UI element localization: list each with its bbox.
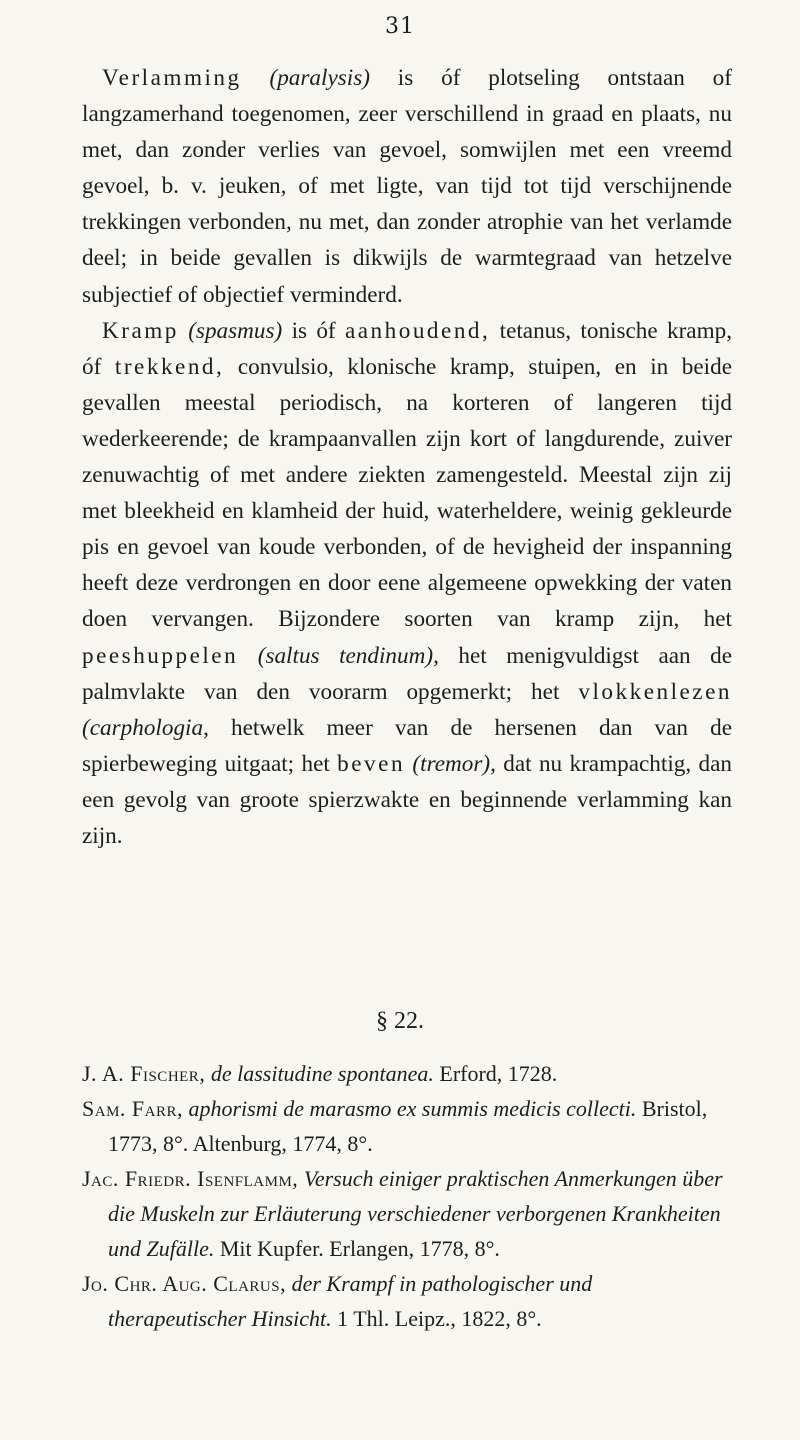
reference-details: 1 Thl. Leipz., 1822, 8°. xyxy=(337,1306,542,1331)
reference-author: Jo. Chr. Aug. Clarus, xyxy=(82,1271,287,1296)
section-heading: § 22. xyxy=(376,1008,424,1034)
term-vlokkenlezen: vlokkenlezen xyxy=(578,678,732,705)
spasmus-text-4: het menigvuldigst aan de palmvlakte van den voorarm opgemerkt; het xyxy=(82,642,733,705)
reference-author: J. A. Fischer, xyxy=(82,1061,206,1086)
term-verlamming: Verlamming xyxy=(102,65,242,91)
reference-item xyxy=(82,1161,732,1266)
spasmus-text-3: convulsio, klonische kramp, stuipen, en in beide gevallen meestal periodisch, na korteren of langeren tijd wederkeerende; de krampaanvallen zijn kort of langdurende, zuiver zenuwachtig of met andere ziekten zamengesteld. Meestal zijn zij met bleekheid en klamheid der huid, waterheldere, weinig gekleurde pis en gevoel van koude verbonden, of de hevigheid der inspanning heeft deze verdrongen en door eene algemeene opwekking der vaten doen vervangen. Bijzondere soorten van kramp zijn, het xyxy=(82,353,733,633)
paragraph-spasmus xyxy=(82,313,732,854)
reference-author: Sam. Farr, xyxy=(82,1096,183,1121)
term-spasmus: (spasmus) xyxy=(188,317,283,344)
reference-list xyxy=(82,1056,732,1336)
term-beven: beven xyxy=(337,750,406,777)
reference-title: der Krampf in pathologischer und therapeutischer Hinsicht. xyxy=(108,1271,593,1331)
reference-title: aphorismi de marasmo ex summis medicis collecti. xyxy=(188,1096,637,1121)
term-aanhoudend: aanhoudend, xyxy=(344,317,491,344)
reference-item xyxy=(82,1091,732,1161)
term-carphologia: (carphologia xyxy=(82,714,204,741)
reference-details: Bristol, 1773, 8°. Altenburg, 1774, 8°. xyxy=(108,1096,708,1156)
term-saltus-tendinum: (saltus tendinum), xyxy=(257,642,439,669)
reference-title: de lassitudine spontanea. xyxy=(210,1061,434,1086)
reference-details: Mit Kupfer. Erlangen, 1778, 8°. xyxy=(219,1236,500,1261)
spasmus-text-2: tetanus, tonische kramp, óf xyxy=(82,317,733,380)
term-trekkend: trekkend, xyxy=(114,353,225,380)
paralysis-text: is óf plotseling ontstaan of langzamerhand toegenomen, zeer verschillend in graad en plaats, nu met, dan zonder verlies van gevoel, somwijlen met een vreemd gevoel, b. v. jeuken, of met ligte, van tijd tot tijd verschijnende trekkingen verbonden, nu met, dan zonder atrophie van het verlamde deel; in beide gevallen is dikwijls de warmtegraad van hetzelve subjectief of objectief verminderd. xyxy=(82,65,732,308)
spasmus-text-1: is óf xyxy=(291,317,336,344)
reference-author: Jac. Friedr. Isenflamm, xyxy=(82,1166,299,1191)
term-tremor: (tremor), xyxy=(412,750,496,777)
main-text xyxy=(82,60,732,854)
term-paralysis: (paralysis) xyxy=(269,65,370,91)
spasmus-text-6: dat nu krampachtig, dan een gevolg van groote spierzwakte en beginnende verlamming kan zijn. xyxy=(82,750,733,849)
term-kramp: Kramp xyxy=(102,317,179,344)
spasmus-text-5: , hetwelk meer van de hersenen dan van de spierbeweging uitgaat; het xyxy=(82,714,732,777)
reference-item xyxy=(82,1266,732,1336)
term-peeshuppelen: peeshuppelen xyxy=(82,642,239,669)
paragraph-paralysis xyxy=(82,60,732,313)
page-number: 31 xyxy=(385,14,415,39)
reference-item xyxy=(82,1056,732,1091)
reference-title: Versuch einiger praktischen Anmerkungen über die Muskeln zur Erläuterung verschiedener verborgenen Krankheiten und Zufälle. xyxy=(108,1166,723,1261)
reference-details: Erford, 1728. xyxy=(439,1061,558,1086)
